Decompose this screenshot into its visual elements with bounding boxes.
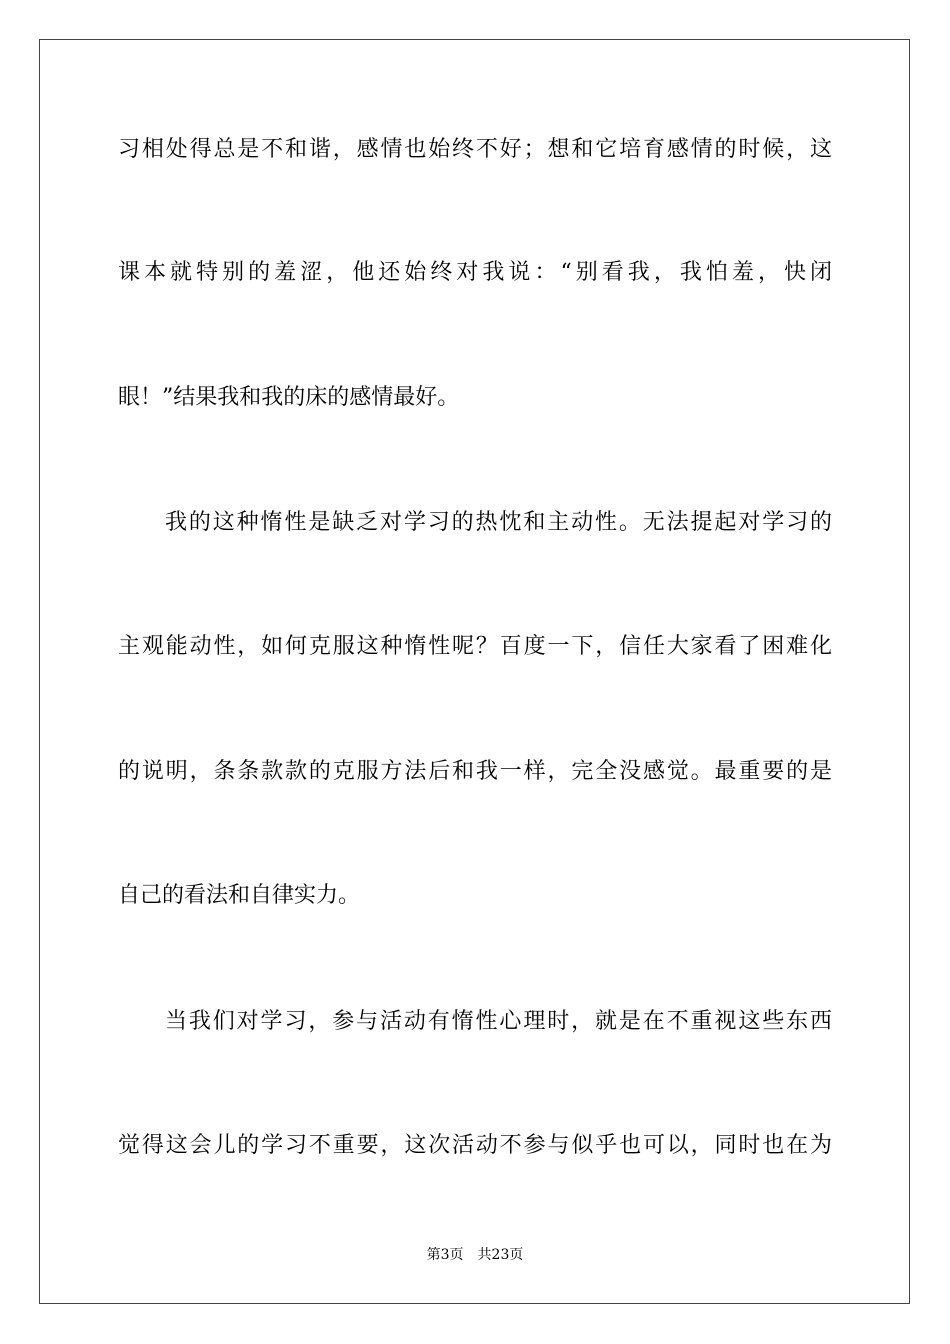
text-line-4: 我的这种惰性是缺乏对学习的热忱和主动性。无法提起对学习的 [165, 510, 832, 535]
text-line-5: 主观能动性，如何克服这种惰性呢？百度一下，信任大家看了困难化 [118, 634, 832, 659]
page-footer [0, 1246, 950, 1264]
text-line-2: 课本就特别的羞涩，他还始终对我说：“别看我，我怕羞，快闭 [118, 260, 832, 285]
text-line-6: 的说明，条条款款的克服方法后和我一样，完全没感觉。最重要的是 [118, 759, 832, 784]
page-number: 第3页 [426, 1247, 464, 1263]
page-border [39, 39, 910, 1304]
text-line-3: 眼！”结果我和我的床的感情最好。 [118, 385, 460, 410]
page-total: 共23页 [477, 1247, 524, 1263]
text-line-1: 习相处得总是不和谐，感情也始终不好；想和它培育感情的时候，这 [118, 137, 832, 162]
text-line-9: 觉得这会儿的学习不重要，这次活动不参与似乎也可以，同时也在为 [118, 1133, 832, 1158]
text-line-8: 当我们对学习，参与活动有惰性心理时，就是在不重视这些东西 [165, 1009, 832, 1034]
text-line-7: 自己的看法和自律实力。 [118, 883, 361, 908]
